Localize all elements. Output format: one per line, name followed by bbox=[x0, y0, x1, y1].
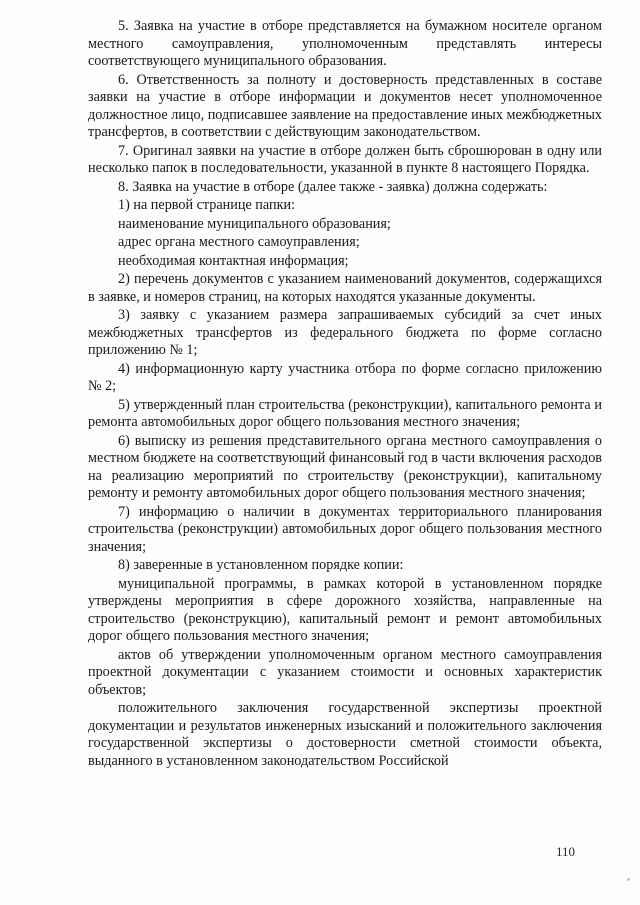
item-1-municipality-name: наименование муниципального образования; bbox=[118, 215, 391, 232]
item-1-contact-info: необходимая контактная информация; bbox=[118, 252, 349, 269]
item-2: 2) перечень документов с указанием наименований документов, содержащихся в заявке, и номеров страниц, на которых находятся указанные документы. bbox=[88, 271, 602, 305]
item-8-municipal-program: муниципальной программы, в рамках которой в установленном порядке утверждены мероприятия в сфере дорожного хозяйства, направленные на строительство (реконструкцию), капитальный ремонт и ремонт автомобильных дорог общего пользования местного значения; bbox=[88, 575, 602, 644]
item-8-expertise: положительного заключения государственной экспертизы проектной документации и результатов инженерных изысканий и положительного заключения государственной экспертизы о достоверности сметной стоимости объекта, выданного в установленном законодательством Российской bbox=[88, 700, 602, 769]
item-8-acts: актов об утверждении уполномоченным органом местного самоуправления проектной документации с указанием стоимости и основных характеристик объектов; bbox=[88, 646, 602, 698]
paragraph-8: 8. Заявка на участие в отборе (далее также - заявка) должна содержать: bbox=[118, 178, 548, 195]
scan-artifact bbox=[627, 878, 630, 881]
paragraph-5: 5. Заявка на участие в отборе представляется на бумажном носителе органом местного самоуправления, уполномоченным представлять интересы соответствующего муниципального образования. bbox=[88, 18, 602, 69]
item-6: 6) выписку из решения представительного органа местного самоуправления о местном бюджете на соответствующий финансовый год в части включения расходов на реализацию мероприятий по строительству (реконструкции), капитальному ремонту и ремонту автомобильных дорог общего пользования местного значения; bbox=[88, 432, 602, 501]
item-4: 4) информационную карту участника отбора по форме согласно приложению № 2; bbox=[88, 360, 602, 394]
paragraph-7: 7. Оригинал заявки на участие в отборе должен быть сброшюрован в одну или несколько папок в последовательности, указанной в пункте 8 настоящего Порядка. bbox=[88, 142, 602, 176]
page-number: 110 bbox=[556, 844, 576, 859]
item-1: 1) на первой странице папки: bbox=[118, 197, 296, 213]
document-body bbox=[88, 18, 602, 771]
item-8: 8) заверенные в установленном порядке копии: bbox=[118, 557, 404, 573]
item-5: 5) утвержденный план строительства (реконструкции), капитального ремонта и ремонта автомобильных дорог общего пользования местного значения; bbox=[88, 396, 602, 430]
item-3: 3) заявку с указанием размера запрашиваемых субсидий за счет иных межбюджетных трансфертов из федерального бюджета по форме согласно приложению № 1; bbox=[88, 307, 602, 358]
paragraph-6: 6. Ответственность за полноту и достоверность представленных в составе заявки на участие в отборе информации и документов несет уполномоченное должностное лицо, подписавшее заявление на предоставление иных межбюджетных трансфертов, в соответствии с действующим законодательством. bbox=[88, 71, 602, 140]
item-7: 7) информацию о наличии в документах территориального планирования строительства (реконструкции) автомобильных дорог общего пользования местного значения; bbox=[88, 503, 602, 555]
item-1-address: адрес органа местного самоуправления; bbox=[118, 234, 360, 250]
